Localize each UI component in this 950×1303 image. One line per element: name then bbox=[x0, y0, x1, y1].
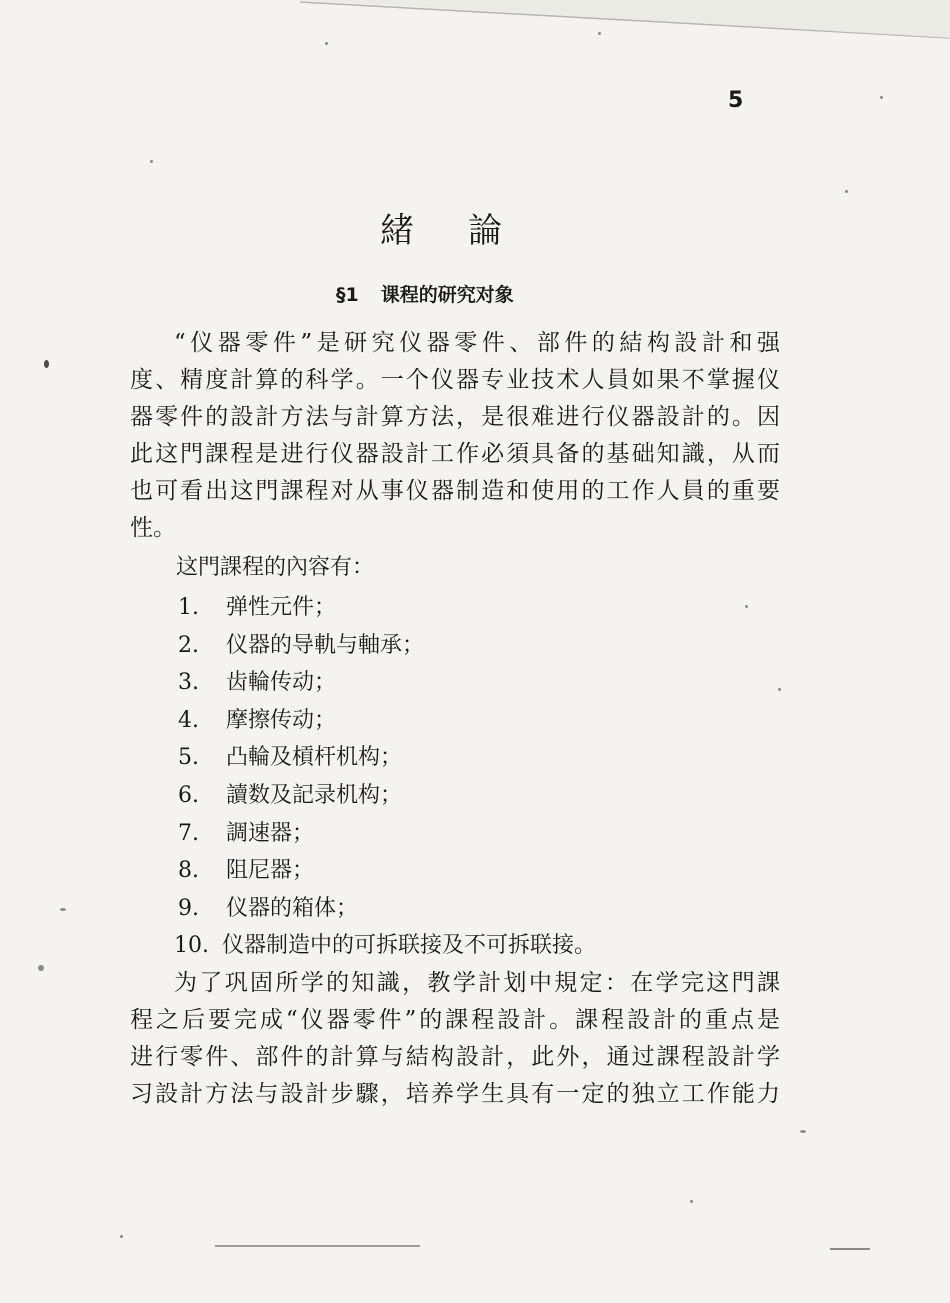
list-item-number: 2. bbox=[178, 632, 199, 658]
scan-speck bbox=[150, 160, 153, 163]
section-heading bbox=[336, 280, 514, 307]
paragraph-line: “仪器零件”是研究仪器零件、部件的結构設計和强 bbox=[174, 330, 780, 356]
list-item bbox=[178, 702, 596, 740]
list-item-number: 10. bbox=[174, 933, 209, 959]
paragraph-line: 程之后要完成“仪器零件”的課程設計。課程設計的重点是 bbox=[130, 1007, 780, 1033]
section-title: 课程的研究对象 bbox=[380, 284, 514, 306]
list-item-number: 7. bbox=[178, 820, 199, 846]
paragraph-line: 为了巩固所学的知識，教学計划中規定：在学完这門課 bbox=[174, 970, 780, 996]
bottom-rule-mark bbox=[830, 1248, 870, 1250]
list-item bbox=[178, 627, 596, 665]
scan-speck bbox=[845, 190, 848, 193]
list-item-text: 齿輪传动； bbox=[226, 670, 337, 696]
list-item bbox=[178, 852, 596, 890]
paragraph-line: 度、精度計算的科学。一个仪器专业技术人員如果不掌握仪 bbox=[130, 367, 780, 393]
list-item-text: 仪器的导軌与軸承； bbox=[226, 632, 425, 658]
scan-speck bbox=[745, 605, 748, 608]
scan-speck bbox=[38, 965, 44, 971]
list-item bbox=[178, 890, 596, 928]
scan-speck bbox=[325, 42, 328, 45]
list-item-text: 調速器； bbox=[226, 820, 315, 846]
contents-intro: 这門課程的內容有： bbox=[176, 555, 375, 580]
scan-speck bbox=[120, 1235, 123, 1238]
list-item bbox=[178, 739, 596, 777]
course-design-paragraph bbox=[130, 965, 780, 1113]
intro-paragraph bbox=[130, 325, 780, 547]
list-item-text: 凸輪及槓杆机构； bbox=[226, 745, 403, 771]
page-number: 5 bbox=[728, 88, 744, 113]
scan-speck bbox=[690, 1200, 693, 1203]
list-item bbox=[178, 815, 596, 853]
scan-speck bbox=[44, 360, 49, 368]
list-item-number: 6. bbox=[178, 782, 199, 808]
scan-speck bbox=[880, 96, 883, 99]
paragraph-line: 进行零件、部件的計算与結构設計，此外，通过課程設計学 bbox=[130, 1044, 780, 1070]
paragraph-line: 器零件的設計方法与計算方法，是很难进行仪器設計的。因 bbox=[130, 404, 780, 430]
list-item-number: 1. bbox=[178, 595, 199, 620]
scan-speck bbox=[778, 688, 781, 691]
section-number: §1 bbox=[336, 284, 359, 306]
paragraph-line: 性。 bbox=[130, 515, 176, 541]
paragraph-line: 也可看出这門課程对从事仪器制造和使用的工作人員的重要 bbox=[130, 478, 780, 504]
list-item-number: 9. bbox=[178, 895, 199, 921]
list-item-number: 4. bbox=[178, 707, 199, 733]
list-item bbox=[178, 777, 596, 815]
chapter-title: 緒論 bbox=[380, 211, 556, 251]
list-item-text: 弹性元件； bbox=[226, 595, 337, 620]
list-item-text: 摩擦传动； bbox=[226, 707, 337, 733]
list-item bbox=[178, 589, 596, 627]
paragraph-line: 习設計方法与設計步驟，培养学生具有一定的独立工作能力 bbox=[130, 1081, 780, 1107]
bottom-rule bbox=[215, 1245, 420, 1247]
list-item-number: 5. bbox=[178, 745, 199, 771]
contents-list bbox=[174, 589, 597, 965]
list-item-text: 阻尼器； bbox=[226, 858, 315, 884]
list-item-number: 8. bbox=[178, 858, 199, 884]
page-top-edge-shadow bbox=[300, 0, 950, 40]
list-item-text: 仪器的箱体； bbox=[226, 895, 359, 921]
list-item bbox=[174, 927, 596, 965]
paragraph-line: 此这門課程是进行仪器設計工作必須具备的基础知識，从而 bbox=[130, 441, 780, 467]
list-item-number: 3. bbox=[178, 670, 199, 696]
scan-speck bbox=[800, 1130, 806, 1133]
list-item-text: 仪器制造中的可拆联接及不可拆联接。 bbox=[222, 933, 597, 959]
scan-speck bbox=[598, 32, 601, 35]
list-item bbox=[178, 664, 596, 702]
scan-speck bbox=[60, 908, 66, 911]
list-item-text: 讀数及記录机构； bbox=[226, 782, 403, 808]
